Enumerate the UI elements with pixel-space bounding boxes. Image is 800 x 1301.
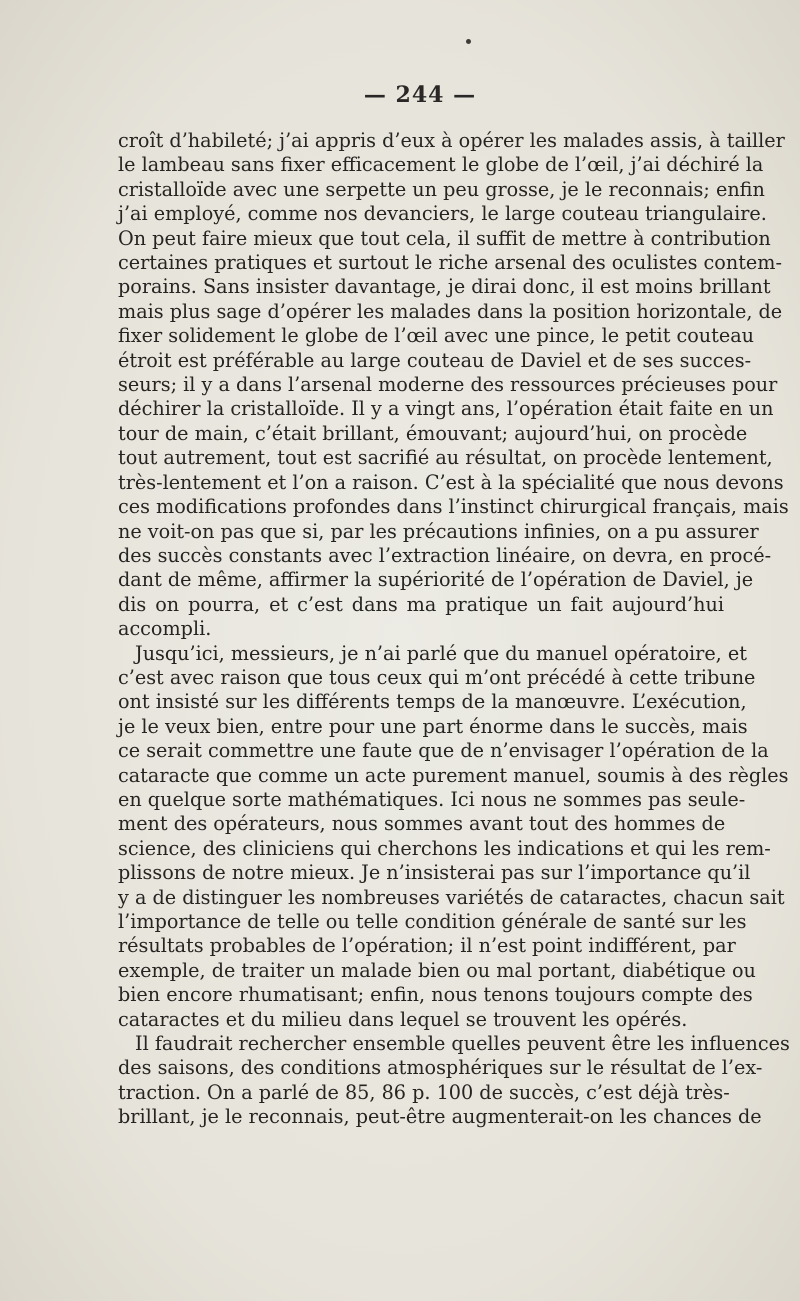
text-line: ces modifications profondes dans l’instinct chirurgical français, mais	[118, 495, 789, 519]
text-line: fixer solidement le globe de l’œil avec une pince, le petit couteau	[118, 324, 755, 348]
text-line: c’est avec raison que tous ceux qui m’ont précédé à cette tribune	[118, 665, 756, 689]
text-line: le lambeau sans fixer efficacement le globe de l’œil, j’ai déchiré la	[118, 153, 764, 177]
text-line: exemple, de traiter un malade bien ou mal portant, diabétique ou	[118, 958, 756, 982]
page-number: — 244 —	[363, 82, 477, 108]
text-line: ce serait commettre une faute que de n’envisager l’opération de la	[118, 739, 769, 763]
text-line: cataractes et du milieu dans lequel se trouvent les opérés.	[118, 1007, 688, 1031]
text-line: ment des opérateurs, nous sommes avant tout des hommes de	[118, 812, 726, 836]
text-line: ont insisté sur les différents temps de la manœuvre. L’exécution,	[118, 690, 747, 714]
text-line: je le veux bien, entre pour une part énorme dans le succès, mais	[118, 714, 748, 738]
text-line: en quelque sorte mathématiques. Ici nous ne sommes pas seule-	[118, 787, 746, 811]
text-line: cataracte que comme un acte purement manuel, soumis à des règles	[118, 763, 789, 787]
text-line: croît d’habileté; j’ai appris d’eux à opérer les malades assis, à tailler	[118, 129, 785, 152]
ink-speck	[466, 39, 471, 44]
text-line: cristalloïde avec une serpette un peu grosse, je le reconnais; enfin	[118, 177, 765, 201]
text-line: Jusqu’ici, messieurs, je n’ai parlé que du manuel opératoire, et	[135, 641, 747, 665]
paragraph-2	[118, 641, 789, 1033]
text-line: déchirer la cristalloïde. Il y a vingt ans, l’opération était faite en un	[118, 397, 774, 421]
text-line: des saisons, des conditions atmosphériques sur le résultat de l’ex-	[118, 1056, 763, 1080]
text-line: mais plus sage d’opérer les malades dans la position horizontale, de	[118, 299, 783, 323]
body-text	[118, 129, 790, 1130]
text-line: science, des cliniciens qui cherchons les indications et qui les rem-	[118, 836, 771, 860]
text-line: dant de même, affirmer la supériorité de l’opération de Daviel, je	[118, 568, 754, 592]
paragraph-1	[118, 129, 789, 642]
text-line: Il faudrait rechercher ensemble quelles peuvent être les influences	[135, 1032, 790, 1056]
text-line: très-lentement et l’on a raison. C’est à la spécialité que nous devons	[118, 470, 784, 494]
text-line: tour de main, c’était brillant, émouvant; aujourd’hui, on procède	[118, 421, 748, 445]
text-line: On peut faire mieux que tout cela, il suffit de mettre à contribution	[118, 226, 771, 250]
text-line: dis on pourra, et c’est dans ma pratique un fait aujourd’hui	[118, 592, 724, 616]
text-line: j’ai employé, comme nos devanciers, le large couteau triangulaire.	[118, 202, 767, 226]
text-line: l’importance de telle ou telle condition générale de santé sur les	[118, 910, 747, 933]
text-line: porains. Sans insister davantage, je dirai donc, il est moins brillant	[118, 275, 771, 299]
text-line: seurs; il y a dans l’arsenal moderne des ressources précieuses pour	[118, 373, 778, 397]
text-line: ne voit-on pas que si, par les précautions infinies, on a pu assurer	[118, 519, 759, 543]
text-line: étroit est préférable au large couteau de Daviel et de ses succes-	[118, 348, 752, 372]
text-line: traction. On a parlé de 85, 86 p. 100 de succès, c’est déjà très-	[118, 1080, 730, 1104]
text-line: des succès constants avec l’extraction linéaire, on devra, en procé-	[118, 543, 772, 567]
text-line: tout autrement, tout est sacrifié au résultat, on procède lentement,	[118, 446, 773, 470]
text-line: y a de distinguer les nombreuses variétés de cataractes, chacun sait	[118, 885, 785, 909]
paragraph-3	[118, 1032, 790, 1130]
text-line: bien encore rhumatisant; enfin, nous tenons toujours compte des	[118, 983, 753, 1007]
text-line: résultats probables de l’opération; il n’est point indifférent, par	[118, 934, 736, 958]
text-line: accompli.	[118, 617, 212, 641]
text-line: certaines pratiques et surtout le riche arsenal des oculistes contem-	[118, 251, 782, 275]
text-line: plissons de notre mieux. Je n’insisterai pas sur l’importance qu’il	[118, 861, 751, 885]
text-line: brillant, je le reconnais, peut-être augmenterait-on les chances de	[118, 1105, 762, 1129]
